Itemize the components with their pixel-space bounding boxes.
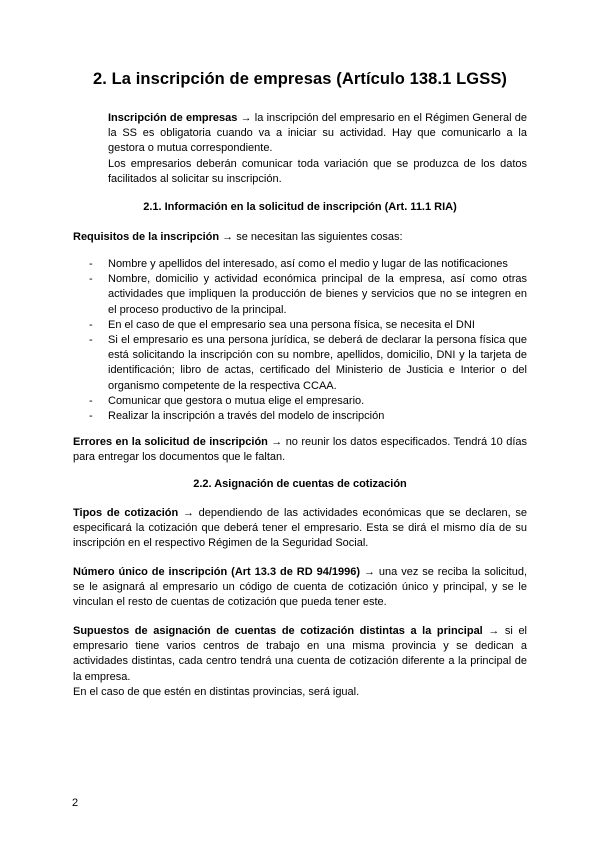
requisitos-list xyxy=(73,257,527,424)
list-item-text: Si el empresario es una persona jurídica, se deberá de declarar la persona física que está solicitando la inscripción con su nombre, apellidos, domicilio, DNI y la tarjeta de identificación; libro de actas, certificado del Ministerio de Justicia e Interior o del organismo competente de la respectiva CCAA. xyxy=(108,334,527,392)
tipos-paragraph xyxy=(73,506,527,552)
requisitos-text: → se necesitan las siguientes cosas: xyxy=(219,231,403,243)
list-item xyxy=(73,394,527,409)
list-item-text: Realizar la inscripción a través del modelo de inscripción xyxy=(108,410,385,423)
tipos-term: Tipos de cotización xyxy=(73,507,179,519)
tipos-text: → dependiendo de las actividades económicas que se declaren, se especificará la cotización que deberá tener el empresario. Esta se dirá el mismo día de su inscripción en el respectivo Régimen de la Seguridad Social. xyxy=(73,507,527,550)
numero-text: → una vez se reciba la solicitud, se le asignará al empresario un código de cuenta de cotización único y principal, y se le vinculan el resto de cuentas de cotización que pueda tener este. xyxy=(73,566,527,609)
list-item-text: Comunicar que gestora o mutua elige el empresario. xyxy=(108,394,365,407)
list-item xyxy=(73,409,527,424)
dash-marker: - xyxy=(89,258,93,270)
requisitos-term: Requisitos de la inscripción xyxy=(73,231,220,243)
errores-term: Errores en la solicitud de inscripción xyxy=(73,436,268,448)
list-item-text: Nombre, domicilio y actividad económica principal de la empresa, así como otras actividades que impliquen la producción de bienes y servicios que no se integren en el proceso productivo de la principal. xyxy=(108,273,527,316)
supuestos-term: Supuestos de asignación de cuentas de cotización distintas a la principal xyxy=(73,625,483,637)
section-heading-2-1: 2.1. Información en la solicitud de inscripción (Art. 11.1 RIA) xyxy=(143,201,457,213)
numero-paragraph xyxy=(73,565,527,611)
list-item-text: Nombre y apellidos del interesado, así como el medio y lugar de las notificaciones xyxy=(108,258,508,270)
page-number: 2 xyxy=(72,797,79,809)
dash-marker: - xyxy=(89,334,93,347)
supuestos-text: → si el empresario tiene varios centros de trabajo en una misma provincia y se dedican a actividades distintas, cada centro tendrá una cuenta de cotización diferente a la principal de la empresa. xyxy=(73,625,527,683)
list-item xyxy=(73,333,527,394)
dash-marker: - xyxy=(89,394,93,407)
closing-paragraph: En el caso de que estén en distintas provincias, será igual. xyxy=(73,686,360,698)
dash-marker: - xyxy=(89,318,93,331)
intro-note: Los empresarios deberán comunicar toda variación que se produzca de los datos facilitados al solicitar su inscripción. xyxy=(108,158,527,186)
section-heading-2-2: 2.2. Asignación de cuentas de cotización xyxy=(193,478,407,490)
intro-term: Inscripción de empresas xyxy=(108,112,238,124)
page-title: 2. La inscripción de empresas (Artículo 138.1 LGSS) xyxy=(92,70,508,88)
list-item xyxy=(73,318,527,333)
list-item xyxy=(73,272,527,318)
list-item-text: En el caso de que el empresario sea una persona física, se necesita el DNI xyxy=(108,318,475,331)
errores-text: → no reunir los datos especificados. Tendrá 10 días para entregar los documentos que le faltan. xyxy=(73,436,527,464)
intro-definition: → la inscripción del empresario en el Régimen General de la SS es obligatoria cuando va a iniciar su actividad. Hay que comunicarlo a la gestora o mutua correspondiente. xyxy=(108,112,527,155)
intro-paragraph xyxy=(108,111,527,157)
supuestos-paragraph xyxy=(73,624,527,685)
dash-marker: - xyxy=(89,273,93,286)
requisitos-paragraph xyxy=(73,230,527,245)
list-item xyxy=(73,257,527,272)
errores-paragraph xyxy=(73,435,527,465)
numero-term: Número único de inscripción (Art 13.3 de RD 94/1996) xyxy=(73,566,361,578)
dash-marker: - xyxy=(89,410,93,423)
